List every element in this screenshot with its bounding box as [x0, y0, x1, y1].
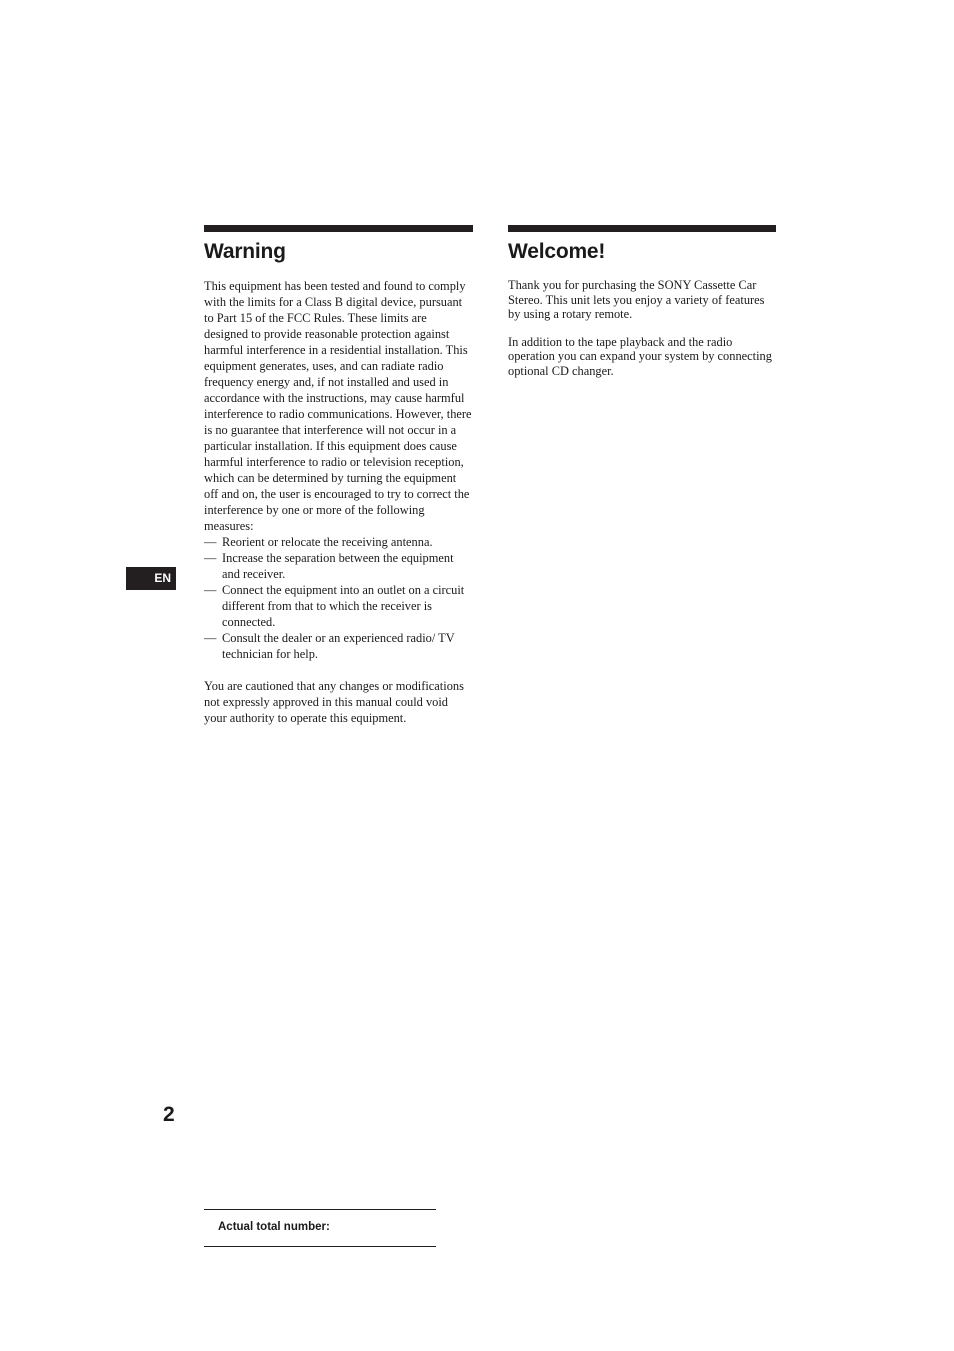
dash-marker: — [204, 535, 217, 549]
warning-heading: Warning [204, 240, 286, 263]
measure-text: Reorient or relocate the receiving antenna. [222, 535, 433, 549]
language-tab: EN [126, 567, 176, 590]
welcome-section [508, 225, 776, 378]
dash-marker: — [204, 583, 217, 597]
page-number: 2 [163, 1103, 175, 1126]
dash-marker: — [204, 551, 217, 565]
measure-text: Connect the equipment into an outlet on a circuit different from that to which the receiver is connected. [222, 583, 465, 629]
measure-item [204, 630, 473, 662]
welcome-paragraph: In addition to the tape playback and the radio operation you can expand your system by connecting optional CD changer. [508, 334, 772, 378]
total-number-box [204, 1209, 436, 1247]
welcome-paragraph: Thank you for purchasing the SONY Cassette Car Stereo. This unit lets you enjoy a variety of features by using a rotary remote. [508, 278, 765, 321]
welcome-heading: Welcome! [508, 240, 606, 263]
caution-paragraph: You are cautioned that any changes or modifications not expressly approved in this manual could void your authority to operate this equipment. [204, 679, 464, 725]
dash-marker: — [204, 631, 217, 645]
measure-item [204, 534, 473, 550]
total-number-label: Actual total number: [218, 1221, 330, 1233]
warning-paragraph: This equipment has been tested and found to comply with the limits for a Class B digital device, pursuant to Part 15 of the FCC Rules. These limits are designed to provide reasonable protection against harmful interference in a residential installation. This equipment generates, uses, and can radiate radio frequency energy and, if not installed and used in accordance with the instructions, may cause harmful interference to radio communications. However, there is no guarantee that interference will not occur in a particular installation. If this equipment does cause harmful interference to radio or television reception, which can be determined by turning the equipment off and on, the user is encouraged to try to correct the interference by one or more of the following measures: [204, 279, 472, 533]
measure-item [204, 582, 473, 630]
measure-text: Increase the separation between the equipment and receiver. [222, 551, 454, 581]
measure-item [204, 550, 473, 582]
section-rule [204, 225, 473, 232]
warning-section [204, 225, 473, 726]
section-rule [508, 225, 776, 232]
measure-text: Consult the dealer or an experienced radio/ TV technician for help. [222, 631, 455, 661]
measures-list [204, 534, 473, 662]
